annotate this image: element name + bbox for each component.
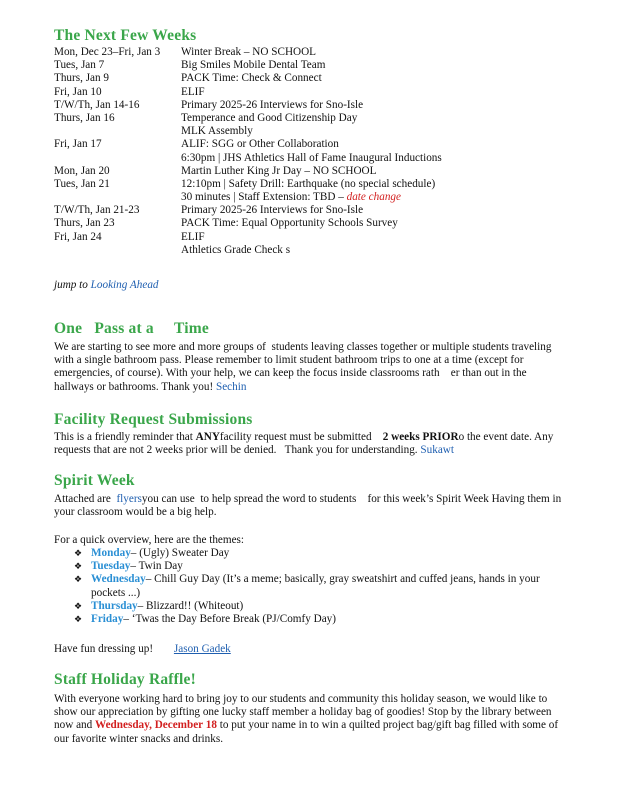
schedule-event	[181, 204, 363, 217]
raffle-deadline: Wednesday, December 18	[95, 719, 217, 732]
theme-item	[74, 600, 564, 613]
raffle-body-1: With everyone working hard to bring joy to our students and community this holiday season, we would like to show our appreciation by gifting one lucky staff member a holiday bag of goodies! Stop by the library between now and	[54, 693, 558, 732]
raffle-body-2: to put your name in to win a quilted project bag/gift bag filled with some of our favorite winter snacks and drinks.	[54, 719, 561, 745]
theme-item	[74, 573, 564, 599]
schedule-event	[181, 244, 290, 257]
schedule-date: Tues, Jan 21	[54, 177, 110, 190]
spirit-closing: Have fun dressing up!	[54, 643, 154, 655]
one-pass-paragraph	[54, 341, 564, 394]
schedule-date: Mon, Jan 20	[54, 164, 110, 177]
theme-day: Monday	[91, 547, 131, 559]
schedule-date: Thurs, Jan 16	[54, 111, 115, 124]
schedule-date: T/W/Th, Jan 21-23	[54, 204, 140, 217]
schedule-date: Fri, Jan 10	[54, 85, 102, 98]
schedule-event-text: 30 minutes | Staff Extension: TBD –	[181, 191, 347, 204]
schedule-event	[181, 138, 339, 151]
schedule-event-text: Martin Luther King Jr Day – NO SCHOOL	[181, 164, 377, 177]
diamond-bullet-icon: ❖	[74, 614, 83, 625]
looking-ahead-link[interactable]: Looking Ahead	[90, 279, 159, 291]
schedule-row	[54, 217, 474, 230]
one-pass-body: We are starting to see more and more groups of students leaving classes together or multiple students traveling with a single bathroom pass. Please remember to limit student bathroom trips to one at a time (except for emergencies, of course). With your help, we can keep the focus inside classrooms rath er than out in the hallways or bathrooms. Thank you!	[54, 341, 555, 393]
jump-line	[54, 279, 564, 292]
schedule-row	[54, 59, 474, 72]
schedule-date	[54, 191, 181, 204]
schedule-date	[54, 125, 181, 138]
diamond-bullet-icon: ❖	[74, 548, 83, 558]
schedule-date: Thurs, Jan 23	[54, 217, 115, 230]
schedule-event	[181, 125, 253, 138]
schedule-row	[54, 244, 474, 257]
theme-description: – ‘Twas the Day Before Break (PJ/Comfy Day)	[123, 613, 336, 626]
spirit-week-heading: Spirit Week	[54, 472, 135, 489]
theme-item	[74, 560, 564, 573]
schedule-event	[181, 191, 401, 204]
schedule-date	[54, 152, 181, 165]
raffle-heading: Staff Holiday Raffle!	[54, 671, 196, 688]
jump-prefix: jump to	[54, 279, 91, 291]
schedule-row	[54, 204, 474, 217]
schedule-row	[54, 86, 474, 99]
one-pass-heading: One Pass at a Time	[54, 320, 209, 337]
spirit-intro-1: Attached are	[54, 493, 117, 505]
schedule-row	[54, 152, 474, 165]
schedule-event	[181, 72, 322, 85]
facility-body-3: o the event date. Any requests that are not 2 weeks prior will be denied. Thank you for understanding.	[54, 431, 557, 457]
schedule-date: Thurs, Jan 9	[54, 72, 109, 85]
schedule-event-text: 12:10pm | Safety Drill: Earthquake (no special schedule)	[181, 177, 436, 190]
schedule-event-text: Winter Break – NO SCHOOL	[181, 46, 317, 58]
theme-description: – Twin Day	[130, 560, 183, 573]
spirit-overview: For a quick overview, here are the themes:	[54, 534, 245, 546]
theme-item	[74, 547, 564, 560]
schedule-event-text: 6:30pm | JHS Athletics Hall of Fame Inaugural Inductions	[181, 151, 442, 164]
schedule-event-text: ELIF	[181, 230, 205, 243]
theme-day: Tuesday	[91, 560, 131, 573]
schedule-event-text: PACK Time: Equal Opportunity Schools Survey	[181, 217, 398, 230]
schedule-event	[181, 59, 325, 72]
theme-description: – (Ugly) Sweater Day	[130, 547, 230, 559]
schedule-row	[54, 191, 474, 204]
schedule-event	[181, 178, 435, 191]
facility-heading: Facility Request Submissions	[54, 411, 253, 428]
spirit-closing-line	[54, 643, 564, 656]
schedule-event	[181, 217, 398, 230]
schedule-event	[181, 86, 205, 99]
schedule-event	[181, 112, 357, 125]
schedule-date: Mon, Dec 23–Fri, Jan 3	[54, 46, 161, 58]
spirit-intro-2: you can use to help spread the word to students for this week’s Spirit Week Having them in your classroom would be a big help.	[54, 493, 564, 519]
schedule-event	[181, 165, 376, 178]
schedule-event-text: ELIF	[181, 85, 205, 98]
facility-paragraph	[54, 431, 564, 457]
schedule-date: Tues, Jan 7	[54, 59, 105, 72]
schedule-row	[54, 165, 474, 178]
theme-day: Thursday	[91, 599, 138, 612]
raffle-paragraph	[54, 693, 564, 746]
schedule-row	[54, 99, 474, 112]
schedule-note: date change	[346, 191, 401, 204]
facility-body-2: facility request must be submitted	[219, 431, 383, 443]
schedule-row	[54, 231, 474, 244]
schedule-date: Fri, Jan 24	[54, 230, 102, 243]
next-weeks-heading: The Next Few Weeks	[54, 27, 197, 44]
schedule-row	[54, 138, 474, 151]
schedule-row	[54, 178, 474, 191]
flyers-link[interactable]: flyers	[116, 493, 142, 505]
schedule-row	[54, 112, 474, 125]
schedule-event-text: Athletics Grade Check s	[181, 243, 291, 256]
schedule-event-text: Primary 2025-26 Interviews for Sno-Isle	[181, 98, 364, 111]
schedule-event-text: Big Smiles Mobile Dental Team	[181, 59, 326, 72]
schedule-row	[54, 72, 474, 85]
facility-body-1: This is a friendly reminder that	[54, 431, 196, 443]
schedule-date: T/W/Th, Jan 14-16	[54, 98, 140, 111]
schedule-event	[181, 99, 363, 112]
schedule-event-text: PACK Time: Check & Connect	[181, 72, 322, 85]
one-pass-signature-link[interactable]: Sechin	[215, 380, 247, 393]
schedule-row	[54, 46, 474, 59]
schedule-event-text: MLK Assembly	[181, 125, 253, 138]
diamond-bullet-icon: ❖	[74, 574, 83, 585]
theme-day: Wednesday	[91, 573, 146, 586]
diamond-bullet-icon: ❖	[74, 561, 83, 572]
schedule-date: Fri, Jan 17	[54, 138, 102, 151]
diamond-bullet-icon: ❖	[74, 600, 83, 611]
schedule-event	[181, 46, 316, 59]
schedule-list	[54, 46, 474, 257]
schedule-event	[181, 231, 205, 244]
schedule-event-text: Primary 2025-26 Interviews for Sno-Isle	[181, 204, 364, 217]
theme-day: Friday	[91, 613, 124, 626]
schedule-event-text: Temperance and Good Citizenship Day	[181, 111, 358, 124]
schedule-date	[54, 244, 181, 257]
spirit-intro	[54, 493, 564, 519]
schedule-row	[54, 125, 474, 138]
schedule-event-text: ALIF: SGG or Other Collaboration	[181, 138, 339, 151]
theme-description: – Chill Guy Day (It’s a meme; basically, gray sweatshirt and cuffed jeans, hands in your pockets ...)	[91, 573, 540, 599]
schedule-event	[181, 152, 442, 165]
facility-bold-any: ANY	[195, 431, 220, 443]
facility-signature-link[interactable]: Sukawt	[420, 444, 454, 457]
facility-bold-prior: 2 weeks PRIOR	[382, 431, 459, 443]
theme-description: – Blizzard!! (Whiteout)	[137, 599, 244, 612]
spirit-themes-list	[74, 547, 564, 626]
jason-gadek-link[interactable]: Jason Gadek	[173, 643, 231, 655]
theme-item	[74, 613, 564, 626]
